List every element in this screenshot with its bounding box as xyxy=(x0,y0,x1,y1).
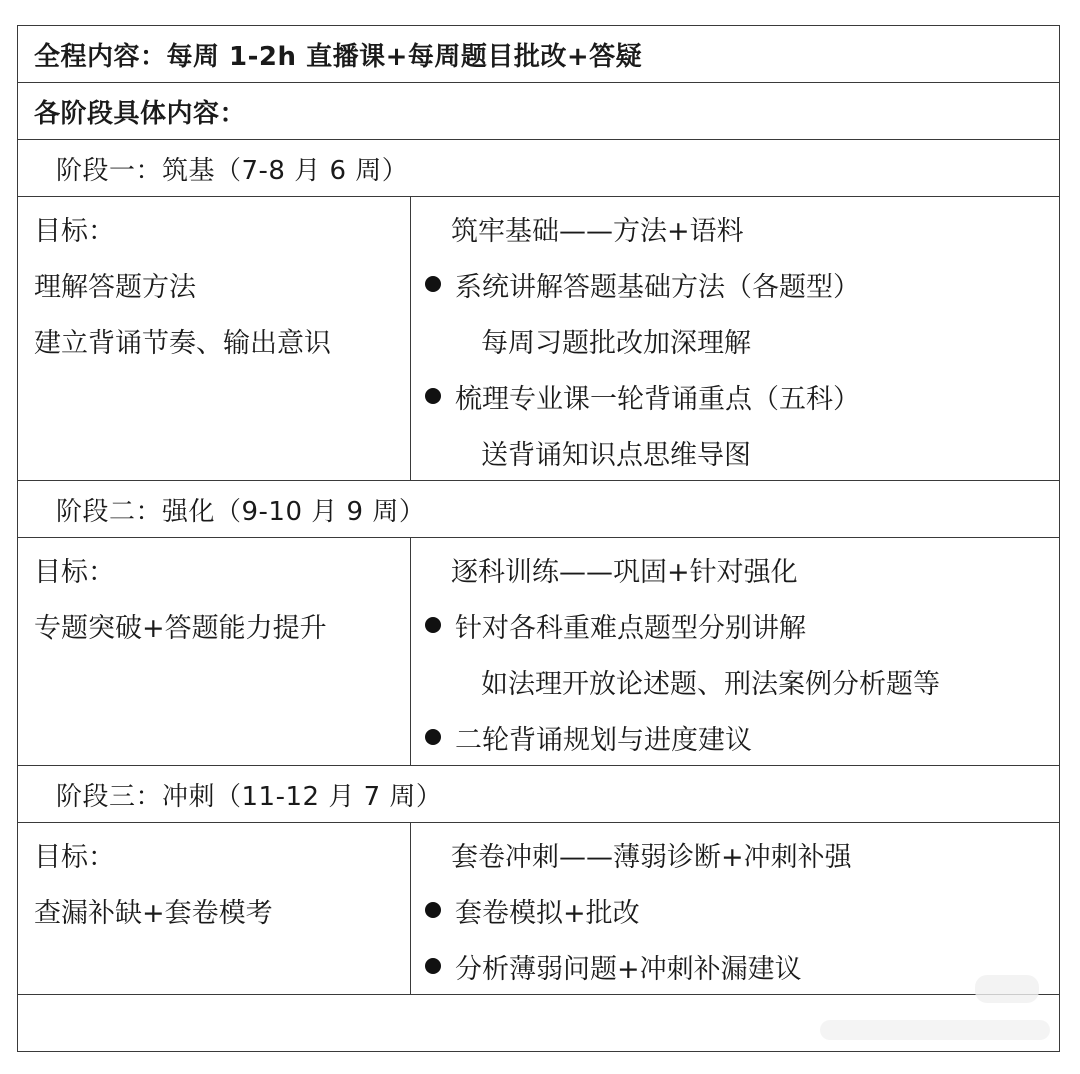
stage-1-bullet-1-text: 系统讲解答题基础方法（各题型） xyxy=(455,271,860,303)
stage-1-plan-heading: 筑牢基础——方法+语料 xyxy=(451,215,744,247)
black-circle-bullet-icon xyxy=(425,276,441,292)
stage-3-bullet-1 xyxy=(425,882,1059,938)
stage-3-goals-cell xyxy=(18,823,411,994)
stage-1-sub-2: 送背诵知识点思维导图 xyxy=(481,439,751,471)
course-plan-table xyxy=(17,25,1060,1052)
stage-1-goal-label: 目标： xyxy=(34,215,115,247)
stage-3-goal-label: 目标： xyxy=(34,841,115,873)
stage-2-bullet-2 xyxy=(425,709,1059,765)
stage-1-bullet-2 xyxy=(425,368,1059,424)
stage-1-plan-cell xyxy=(411,197,1059,480)
stage-3-goal-1: 查漏补缺+套卷模考 xyxy=(34,897,273,929)
watermark-logo-icon xyxy=(975,975,1039,1003)
overall-content-text: 全程内容：每周 1-2h 直播课+每周题目批改+答疑 xyxy=(34,41,643,72)
black-circle-bullet-icon xyxy=(425,958,441,974)
stage-3-plan-heading: 套卷冲刺——薄弱诊断+冲刺补强 xyxy=(451,841,852,873)
stage-2-goals-cell xyxy=(18,538,411,765)
stage-1-title-row xyxy=(18,140,1059,197)
stage-2-title-row xyxy=(18,481,1059,538)
stage-details-header: 各阶段具体内容： xyxy=(34,98,247,129)
stage-3-title: 阶段三：冲刺（11-12 月 7 周） xyxy=(56,781,443,812)
stage-2-bullet-1-text: 针对各科重难点题型分别讲解 xyxy=(455,612,806,644)
stage-1-title: 阶段一：筑基（7-8 月 6 周） xyxy=(56,155,409,186)
stage-1-goal-1: 理解答题方法 xyxy=(34,271,196,303)
stage-3-plan-cell xyxy=(411,823,1059,994)
stage-2-plan-heading: 逐科训练——巩固+针对强化 xyxy=(451,556,798,588)
black-circle-bullet-icon xyxy=(425,388,441,404)
watermark-text-blur xyxy=(820,1020,1050,1040)
stage-1-bullet-1 xyxy=(425,256,1059,312)
stage-2-plan-cell xyxy=(411,538,1059,765)
stage-3-bullet-1-text: 套卷模拟+批改 xyxy=(455,897,640,929)
stage-2-bullet-1 xyxy=(425,597,1059,653)
stage-1-goals-cell xyxy=(18,197,411,480)
stage-1-bullet-2-text: 梳理专业课一轮背诵重点（五科） xyxy=(455,383,860,415)
stage-2-bullet-2-text: 二轮背诵规划与进度建议 xyxy=(455,724,752,756)
stage-2-goal-label: 目标： xyxy=(34,556,115,588)
stage-1-sub-1: 每周习题批改加深理解 xyxy=(481,327,751,359)
black-circle-bullet-icon xyxy=(425,617,441,633)
stage-3-content-row xyxy=(18,823,1059,995)
stage-3-title-row xyxy=(18,766,1059,823)
black-circle-bullet-icon xyxy=(425,729,441,745)
stage-2-sub-1: 如法理开放论述题、刑法案例分析题等 xyxy=(481,668,940,700)
stage-2-goal-1: 专题突破+答题能力提升 xyxy=(34,612,327,644)
stage-3-bullet-2 xyxy=(425,938,1059,994)
stage-1-goal-2: 建立背诵节奏、输出意识 xyxy=(34,327,331,359)
stage-1-content-row xyxy=(18,197,1059,481)
stage-2-content-row xyxy=(18,538,1059,766)
stage-2-title: 阶段二：强化（9-10 月 9 周） xyxy=(56,496,426,527)
black-circle-bullet-icon xyxy=(425,902,441,918)
overall-content-row xyxy=(18,26,1059,83)
stage-details-header-row xyxy=(18,83,1059,140)
stage-3-bullet-2-text: 分析薄弱问题+冲刺补漏建议 xyxy=(455,953,802,985)
